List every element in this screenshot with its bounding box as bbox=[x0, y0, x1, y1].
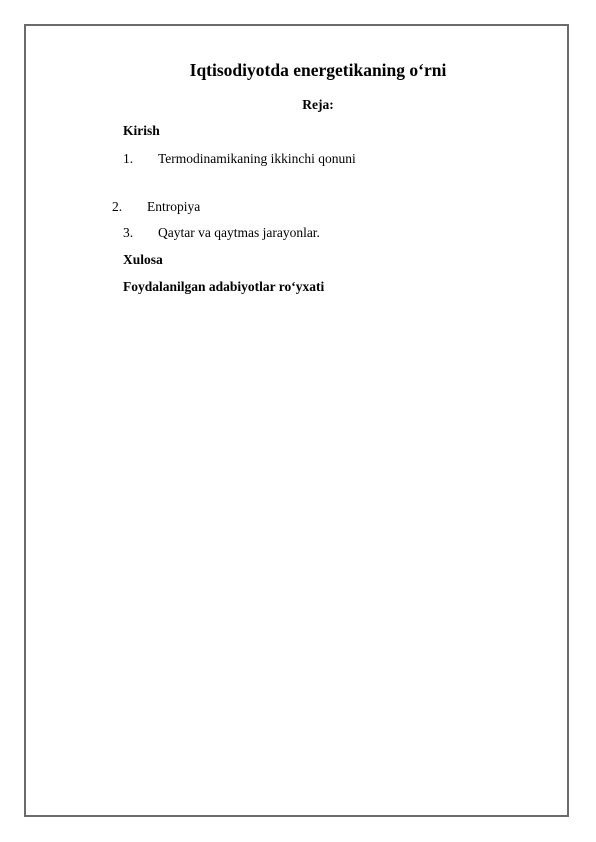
list-item bbox=[112, 198, 200, 216]
list-item-number: 3. bbox=[123, 225, 134, 240]
list-item-text: Qaytar va qaytmas jarayonlar. bbox=[158, 225, 320, 240]
list-item-number: 2. bbox=[112, 199, 123, 214]
list-item-text: Entropiya bbox=[147, 199, 201, 214]
list-item bbox=[123, 150, 356, 168]
intro-item: Kirish bbox=[123, 123, 160, 138]
document-title: Iqtisodiyotda energetikaning o‘rni bbox=[189, 60, 447, 80]
list-item-number: 1. bbox=[123, 151, 134, 166]
references-item: Foydalanilgan adabiyotlar ro‘yxati bbox=[123, 279, 325, 294]
plan-heading: Reja: bbox=[302, 97, 334, 112]
list-item bbox=[123, 224, 320, 242]
page-border bbox=[24, 24, 569, 817]
list-item-text: Termodinamikaning ikkinchi qonuni bbox=[158, 151, 356, 166]
conclusion-item: Xulosa bbox=[123, 252, 163, 267]
